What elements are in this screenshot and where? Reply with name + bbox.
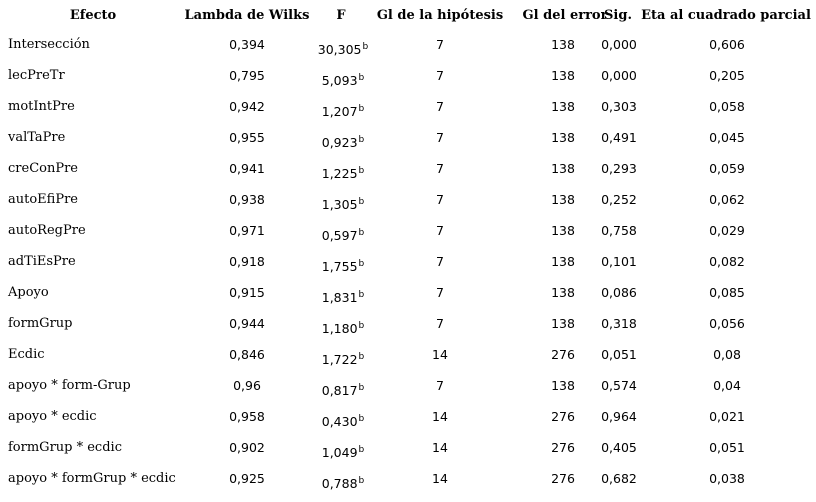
header-gl-error: Gl del error xyxy=(522,8,608,23)
cell-sig: 0,086 xyxy=(601,285,637,300)
cell-f xyxy=(322,321,365,337)
cell-f xyxy=(322,352,365,368)
cell-efecto: creConPre xyxy=(8,161,78,176)
f-superscript: b xyxy=(358,476,365,486)
cell-f xyxy=(322,197,365,213)
f-value: 0,788 xyxy=(321,476,358,491)
cell-lambda: 0,925 xyxy=(229,471,265,486)
cell-efecto: apoyo * form-Grup xyxy=(8,378,131,393)
cell-gl-hipotesis: 7 xyxy=(436,223,444,238)
cell-f xyxy=(322,259,365,275)
cell-sig: 0,405 xyxy=(601,440,637,455)
cell-lambda: 0,955 xyxy=(229,130,265,145)
cell-lambda: 0,846 xyxy=(229,347,265,362)
f-value: 1,722 xyxy=(321,352,358,367)
cell-gl-error: 138 xyxy=(551,316,575,331)
cell-sig: 0,051 xyxy=(601,347,637,362)
cell-eta: 0,058 xyxy=(709,99,745,114)
cell-lambda: 0,795 xyxy=(229,68,265,83)
f-superscript: b xyxy=(358,445,365,455)
table-row xyxy=(0,409,816,440)
table-row xyxy=(0,99,816,130)
cell-gl-hipotesis: 7 xyxy=(436,130,444,145)
header-lambda: Lambda de Wilks xyxy=(184,8,310,23)
f-superscript: b xyxy=(358,73,365,83)
cell-gl-error: 276 xyxy=(551,347,575,362)
f-value: 0,430 xyxy=(321,414,358,429)
cell-gl-error: 138 xyxy=(551,68,575,83)
cell-eta: 0,029 xyxy=(709,223,745,238)
cell-lambda: 0,938 xyxy=(229,192,265,207)
cell-sig: 0,000 xyxy=(601,37,637,52)
header-sig: Sig. xyxy=(604,8,632,23)
f-value: 1,049 xyxy=(321,445,358,460)
cell-sig: 0,491 xyxy=(601,130,637,145)
cell-f xyxy=(322,290,365,306)
cell-sig: 0,252 xyxy=(601,192,637,207)
cell-efecto: apoyo * formGrup * ecdic xyxy=(8,471,176,486)
cell-eta: 0,021 xyxy=(709,409,745,424)
cell-efecto: Intersección xyxy=(8,37,90,52)
cell-gl-error: 138 xyxy=(551,37,575,52)
f-superscript: b xyxy=(358,290,365,300)
cell-lambda: 0,944 xyxy=(229,316,265,331)
cell-gl-hipotesis: 14 xyxy=(432,347,448,362)
cell-gl-error: 138 xyxy=(551,161,575,176)
cell-eta: 0,082 xyxy=(709,254,745,269)
cell-gl-error: 138 xyxy=(551,254,575,269)
cell-eta: 0,051 xyxy=(709,440,745,455)
cell-efecto: lecPreTr xyxy=(8,68,65,83)
cell-gl-hipotesis: 7 xyxy=(436,285,444,300)
cell-eta: 0,08 xyxy=(713,347,741,362)
cell-gl-hipotesis: 7 xyxy=(436,254,444,269)
table-row xyxy=(0,316,816,347)
f-superscript: b xyxy=(358,104,365,114)
table-row xyxy=(0,285,816,316)
table-row xyxy=(0,254,816,285)
f-value: 0,597 xyxy=(321,228,358,243)
cell-lambda: 0,958 xyxy=(229,409,265,424)
table-row xyxy=(0,130,816,161)
cell-f xyxy=(322,73,365,89)
cell-f xyxy=(322,445,365,461)
cell-gl-error: 138 xyxy=(551,192,575,207)
cell-efecto: valTaPre xyxy=(8,130,66,145)
cell-eta: 0,04 xyxy=(713,378,741,393)
cell-f xyxy=(322,135,365,151)
f-value: 1,180 xyxy=(321,321,358,336)
cell-eta: 0,038 xyxy=(709,471,745,486)
cell-sig: 0,101 xyxy=(601,254,637,269)
cell-lambda: 0,971 xyxy=(229,223,265,238)
f-superscript: b xyxy=(358,259,365,269)
cell-lambda: 0,902 xyxy=(229,440,265,455)
table-row xyxy=(0,192,816,223)
cell-lambda: 0,942 xyxy=(229,99,265,114)
cell-gl-error: 138 xyxy=(551,99,575,114)
cell-sig: 0,964 xyxy=(601,409,637,424)
cell-efecto: formGrup xyxy=(8,316,73,331)
cell-f xyxy=(322,104,365,120)
cell-f xyxy=(322,228,365,244)
cell-f xyxy=(322,476,365,492)
cell-gl-hipotesis: 14 xyxy=(432,471,448,486)
cell-efecto: apoyo * ecdic xyxy=(8,409,97,424)
cell-gl-hipotesis: 7 xyxy=(436,192,444,207)
cell-sig: 0,682 xyxy=(601,471,637,486)
cell-gl-hipotesis: 7 xyxy=(436,316,444,331)
header-efecto: Efecto xyxy=(69,8,117,23)
cell-gl-error: 276 xyxy=(551,471,575,486)
cell-efecto: Ecdic xyxy=(8,347,45,362)
cell-efecto: motIntPre xyxy=(8,99,75,114)
f-superscript: b xyxy=(358,197,365,207)
cell-efecto: adTiEsPre xyxy=(8,254,76,269)
f-superscript: b xyxy=(358,352,365,362)
cell-gl-error: 138 xyxy=(551,285,575,300)
table-row xyxy=(0,161,816,192)
cell-gl-error: 138 xyxy=(551,130,575,145)
cell-gl-error: 138 xyxy=(551,223,575,238)
f-value: 5,093 xyxy=(321,73,358,88)
cell-lambda: 0,394 xyxy=(229,37,265,52)
f-value: 1,831 xyxy=(321,290,358,305)
cell-sig: 0,303 xyxy=(601,99,637,114)
cell-gl-hipotesis: 14 xyxy=(432,409,448,424)
f-superscript: b xyxy=(358,383,365,393)
cell-gl-hipotesis: 7 xyxy=(436,378,444,393)
cell-gl-hipotesis: 7 xyxy=(436,99,444,114)
cell-eta: 0,059 xyxy=(709,161,745,176)
cell-eta: 0,606 xyxy=(709,37,745,52)
table-row xyxy=(0,471,816,502)
cell-eta: 0,045 xyxy=(709,130,745,145)
f-value: 0,923 xyxy=(321,135,358,150)
cell-lambda: 0,96 xyxy=(233,378,261,393)
f-superscript: b xyxy=(358,321,365,331)
cell-efecto: autoEfiPre xyxy=(8,192,78,207)
cell-sig: 0,758 xyxy=(601,223,637,238)
cell-efecto: autoRegPre xyxy=(8,223,86,238)
f-value: 1,305 xyxy=(321,197,358,212)
cell-gl-hipotesis: 14 xyxy=(432,440,448,455)
cell-gl-error: 276 xyxy=(551,440,575,455)
table-row xyxy=(0,378,816,409)
cell-sig: 0,574 xyxy=(601,378,637,393)
cell-gl-hipotesis: 7 xyxy=(436,37,444,52)
f-superscript: b xyxy=(358,135,365,145)
cell-f xyxy=(322,383,365,399)
cell-sig: 0,000 xyxy=(601,68,637,83)
cell-efecto: formGrup * ecdic xyxy=(8,440,122,455)
f-value: 30,305 xyxy=(317,42,362,57)
cell-eta: 0,056 xyxy=(709,316,745,331)
cell-gl-hipotesis: 7 xyxy=(436,161,444,176)
cell-lambda: 0,915 xyxy=(229,285,265,300)
table-row xyxy=(0,37,816,68)
cell-sig: 0,293 xyxy=(601,161,637,176)
cell-f xyxy=(322,414,365,430)
header-f: F xyxy=(336,8,346,23)
f-superscript: b xyxy=(358,414,365,424)
cell-lambda: 0,918 xyxy=(229,254,265,269)
cell-f xyxy=(322,166,365,182)
cell-gl-error: 138 xyxy=(551,378,575,393)
table-row xyxy=(0,223,816,254)
cell-efecto: Apoyo xyxy=(8,285,49,300)
cell-eta: 0,205 xyxy=(709,68,745,83)
f-value: 1,225 xyxy=(321,166,358,181)
f-value: 1,755 xyxy=(321,259,358,274)
header-gl-hipotesis: Gl de la hipótesis xyxy=(376,8,504,23)
cell-gl-hipotesis: 7 xyxy=(436,68,444,83)
cell-sig: 0,318 xyxy=(601,316,637,331)
cell-eta: 0,062 xyxy=(709,192,745,207)
table-row xyxy=(0,68,816,99)
cell-eta: 0,085 xyxy=(709,285,745,300)
f-superscript: b xyxy=(358,166,365,176)
f-superscript: b xyxy=(358,228,365,238)
f-value: 1,207 xyxy=(321,104,358,119)
f-superscript: b xyxy=(362,42,369,52)
cell-gl-error: 276 xyxy=(551,409,575,424)
cell-f xyxy=(318,42,368,58)
f-value: 0,817 xyxy=(321,383,358,398)
cell-lambda: 0,941 xyxy=(229,161,265,176)
table-row xyxy=(0,440,816,471)
header-eta: Eta al cuadrado parcial xyxy=(641,8,811,23)
table-row xyxy=(0,347,816,378)
